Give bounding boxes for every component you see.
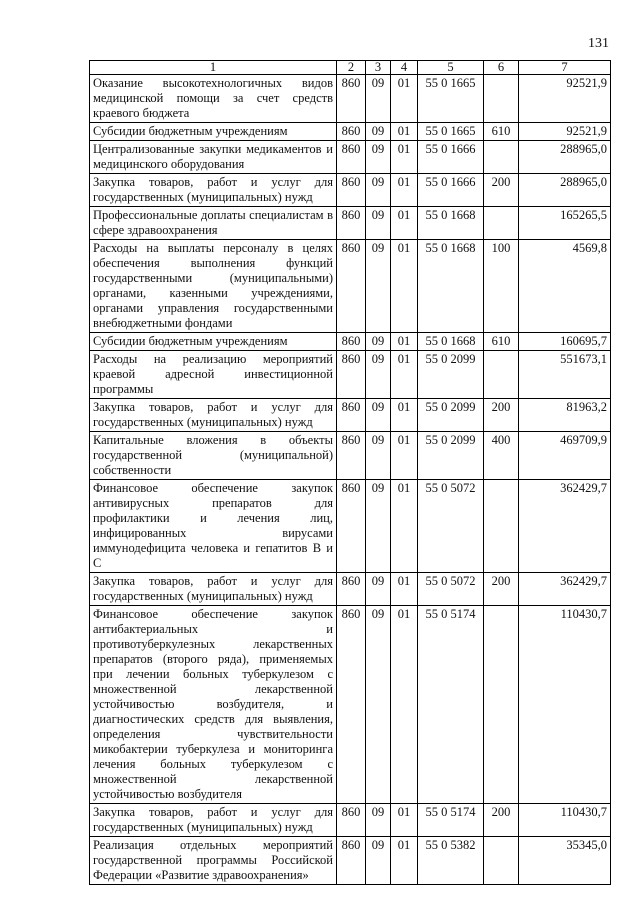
table-header-row <box>90 61 611 75</box>
target-article-cell: 55 0 5174 <box>418 804 484 837</box>
target-article-cell: 55 0 1666 <box>418 174 484 207</box>
subsection-code-cell: 01 <box>391 606 418 804</box>
subsection-code-cell: 01 <box>391 432 418 480</box>
target-article-cell: 55 0 5072 <box>418 480 484 573</box>
expense-name-cell: Оказание высокотехнологичных видов медицинской помощи за счет средств краевого бюджета <box>90 75 337 123</box>
header-col-1: 1 <box>90 61 337 75</box>
amount-cell: 92521,9 <box>519 75 611 123</box>
ministry-code-cell: 860 <box>337 141 366 174</box>
expense-type-cell: 200 <box>484 174 519 207</box>
ministry-code-cell: 860 <box>337 123 366 141</box>
expense-name-cell: Закупка товаров, работ и услуг для государственных (муниципальных) нужд <box>90 174 337 207</box>
subsection-code-cell: 01 <box>391 207 418 240</box>
amount-cell: 110430,7 <box>519 804 611 837</box>
expense-type-cell <box>484 141 519 174</box>
ministry-code-cell: 860 <box>337 207 366 240</box>
amount-cell: 551673,1 <box>519 351 611 399</box>
table-row <box>90 75 611 123</box>
section-code-cell: 09 <box>366 141 391 174</box>
subsection-code-cell: 01 <box>391 573 418 606</box>
table-row <box>90 123 611 141</box>
expense-name-cell: Финансовое обеспечение закупок антивирусных препаратов для профилактики и лечения лиц, инфицированных вирусами иммунодефицита человека и гепатитов В и С <box>90 480 337 573</box>
expense-name-cell: Субсидии бюджетным учреждениям <box>90 123 337 141</box>
amount-cell: 362429,7 <box>519 480 611 573</box>
amount-cell: 92521,9 <box>519 123 611 141</box>
expense-name-cell: Реализация отдельных мероприятий государственной программы Российской Федерации «Развитие здравоохранения» <box>90 837 337 885</box>
target-article-cell: 55 0 1666 <box>418 141 484 174</box>
budget-table <box>89 60 611 885</box>
table-row <box>90 141 611 174</box>
expense-name-cell: Капитальные вложения в объекты государственной (муниципальной) собственности <box>90 432 337 480</box>
subsection-code-cell: 01 <box>391 141 418 174</box>
table-row <box>90 480 611 573</box>
expense-type-cell: 610 <box>484 333 519 351</box>
target-article-cell: 55 0 1665 <box>418 123 484 141</box>
section-code-cell: 09 <box>366 606 391 804</box>
section-code-cell: 09 <box>366 432 391 480</box>
section-code-cell: 09 <box>366 240 391 333</box>
amount-cell: 469709,9 <box>519 432 611 480</box>
amount-cell: 362429,7 <box>519 573 611 606</box>
section-code-cell: 09 <box>366 123 391 141</box>
expense-type-cell <box>484 207 519 240</box>
ministry-code-cell: 860 <box>337 240 366 333</box>
target-article-cell: 55 0 5072 <box>418 573 484 606</box>
subsection-code-cell: 01 <box>391 333 418 351</box>
subsection-code-cell: 01 <box>391 75 418 123</box>
expense-type-cell: 200 <box>484 399 519 432</box>
section-code-cell: 09 <box>366 399 391 432</box>
table-row <box>90 207 611 240</box>
ministry-code-cell: 860 <box>337 480 366 573</box>
expense-name-cell: Профессиональные доплаты специалистам в сфере здравоохранения <box>90 207 337 240</box>
amount-cell: 288965,0 <box>519 141 611 174</box>
amount-cell: 4569,8 <box>519 240 611 333</box>
header-col-2: 2 <box>337 61 366 75</box>
header-col-5: 5 <box>418 61 484 75</box>
section-code-cell: 09 <box>366 804 391 837</box>
section-code-cell: 09 <box>366 480 391 573</box>
page-number: 131 <box>588 36 609 51</box>
expense-type-cell: 100 <box>484 240 519 333</box>
ministry-code-cell: 860 <box>337 606 366 804</box>
section-code-cell: 09 <box>366 837 391 885</box>
subsection-code-cell: 01 <box>391 837 418 885</box>
expense-name-cell: Расходы на реализацию мероприятий краевой адресной инвестиционной программы <box>90 351 337 399</box>
expense-type-cell: 400 <box>484 432 519 480</box>
section-code-cell: 09 <box>366 351 391 399</box>
expense-type-cell: 200 <box>484 804 519 837</box>
expense-type-cell <box>484 75 519 123</box>
target-article-cell: 55 0 5382 <box>418 837 484 885</box>
expense-type-cell: 610 <box>484 123 519 141</box>
target-article-cell: 55 0 1668 <box>418 333 484 351</box>
expense-type-cell <box>484 480 519 573</box>
target-article-cell: 55 0 1665 <box>418 75 484 123</box>
header-col-6: 6 <box>484 61 519 75</box>
expense-type-cell: 200 <box>484 573 519 606</box>
amount-cell: 160695,7 <box>519 333 611 351</box>
ministry-code-cell: 860 <box>337 75 366 123</box>
expense-name-cell: Закупка товаров, работ и услуг для государственных (муниципальных) нужд <box>90 399 337 432</box>
table-row <box>90 837 611 885</box>
subsection-code-cell: 01 <box>391 123 418 141</box>
section-code-cell: 09 <box>366 573 391 606</box>
subsection-code-cell: 01 <box>391 480 418 573</box>
ministry-code-cell: 860 <box>337 399 366 432</box>
expense-name-cell: Закупка товаров, работ и услуг для государственных (муниципальных) нужд <box>90 573 337 606</box>
amount-cell: 288965,0 <box>519 174 611 207</box>
table-row <box>90 804 611 837</box>
subsection-code-cell: 01 <box>391 240 418 333</box>
subsection-code-cell: 01 <box>391 399 418 432</box>
section-code-cell: 09 <box>366 174 391 207</box>
table-row <box>90 333 611 351</box>
expense-name-cell: Централизованные закупки медикаментов и медицинского оборудования <box>90 141 337 174</box>
ministry-code-cell: 860 <box>337 351 366 399</box>
ministry-code-cell: 860 <box>337 837 366 885</box>
amount-cell: 165265,5 <box>519 207 611 240</box>
amount-cell: 35345,0 <box>519 837 611 885</box>
expense-type-cell <box>484 351 519 399</box>
amount-cell: 110430,7 <box>519 606 611 804</box>
table-row <box>90 399 611 432</box>
section-code-cell: 09 <box>366 207 391 240</box>
subsection-code-cell: 01 <box>391 351 418 399</box>
header-col-4: 4 <box>391 61 418 75</box>
target-article-cell: 55 0 1668 <box>418 240 484 333</box>
table-row <box>90 432 611 480</box>
ministry-code-cell: 860 <box>337 174 366 207</box>
section-code-cell: 09 <box>366 75 391 123</box>
table-row <box>90 174 611 207</box>
target-article-cell: 55 0 2099 <box>418 399 484 432</box>
expense-type-cell <box>484 837 519 885</box>
section-code-cell: 09 <box>366 333 391 351</box>
target-article-cell: 55 0 5174 <box>418 606 484 804</box>
target-article-cell: 55 0 2099 <box>418 351 484 399</box>
table-row <box>90 573 611 606</box>
expense-name-cell: Расходы на выплаты персоналу в целях обеспечения выполнения функций государственными (муниципальными) органами, казенными учреждениями, органами управления государственными внебюджетными фондами <box>90 240 337 333</box>
table-row <box>90 240 611 333</box>
ministry-code-cell: 860 <box>337 804 366 837</box>
expense-name-cell: Финансовое обеспечение закупок антибактериальных и противотуберкулезных лекарственных препаратов (второго ряда), применяемых при лечении больных туберкулезом с множественной лекарственной устойчивостью возбудителя, и диагностических средств для выявления, определения чувствительности микобактерии туберкулеза и мониторинга лечения больных туберкулезом с множественной лекарственной устойчивостью возбудителя <box>90 606 337 804</box>
amount-cell: 81963,2 <box>519 399 611 432</box>
header-col-3: 3 <box>366 61 391 75</box>
subsection-code-cell: 01 <box>391 174 418 207</box>
ministry-code-cell: 860 <box>337 333 366 351</box>
expense-name-cell: Закупка товаров, работ и услуг для государственных (муниципальных) нужд <box>90 804 337 837</box>
expense-type-cell <box>484 606 519 804</box>
ministry-code-cell: 860 <box>337 432 366 480</box>
target-article-cell: 55 0 2099 <box>418 432 484 480</box>
expense-name-cell: Субсидии бюджетным учреждениям <box>90 333 337 351</box>
table-row <box>90 606 611 804</box>
ministry-code-cell: 860 <box>337 573 366 606</box>
target-article-cell: 55 0 1668 <box>418 207 484 240</box>
subsection-code-cell: 01 <box>391 804 418 837</box>
header-col-7: 7 <box>519 61 611 75</box>
table-row <box>90 351 611 399</box>
